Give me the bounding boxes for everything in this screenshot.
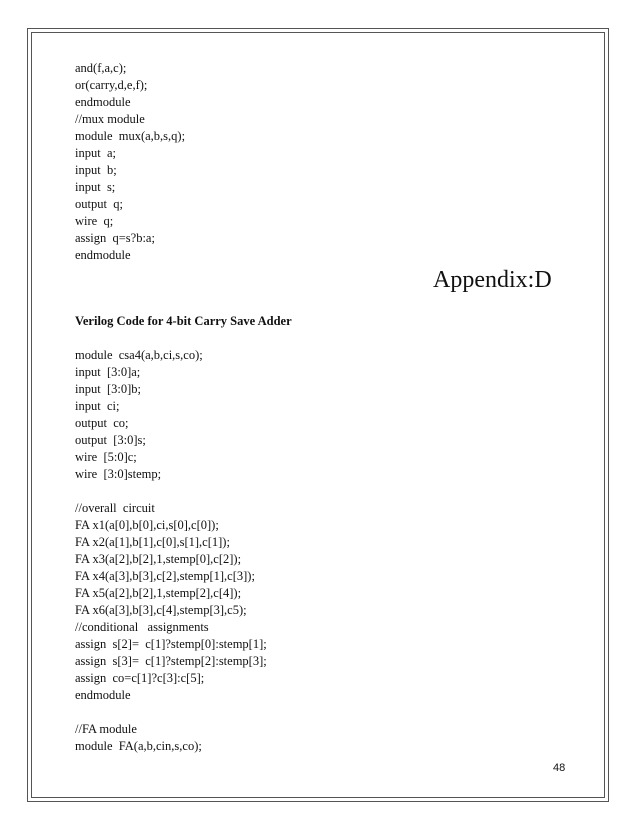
code-line: //FA module <box>75 722 137 736</box>
code-line: input b; <box>75 163 117 177</box>
code-line: endmodule <box>75 95 131 109</box>
code-line: wire q; <box>75 214 114 228</box>
page-number: 48 <box>553 762 566 774</box>
code-line: module FA(a,b,cin,s,co); <box>75 739 202 753</box>
code-line: FA x6(a[3],b[3],c[4],stemp[3],c5); <box>75 603 247 617</box>
code-line: module csa4(a,b,ci,s,co); <box>75 348 203 362</box>
code-line: wire [3:0]stemp; <box>75 467 162 481</box>
code-line: input s; <box>75 180 116 194</box>
code-line: FA x3(a[2],b[2],1,stemp[0],c[2]); <box>75 552 242 566</box>
code-line: output q; <box>75 197 123 211</box>
code-line: input ci; <box>75 399 120 413</box>
code-line: //mux module <box>75 112 145 126</box>
code-line: assign co=c[1]?c[3]:c[5]; <box>75 671 205 685</box>
code-line: or(carry,d,e,f); <box>75 78 148 92</box>
code-line: endmodule <box>75 248 131 262</box>
code-line: assign s[3]= c[1]?stemp[2]:stemp[3]; <box>75 654 267 668</box>
code-line: //conditional assignments <box>75 620 209 634</box>
code-line: module mux(a,b,s,q); <box>75 129 186 143</box>
code-line: output co; <box>75 416 129 430</box>
code-line: wire [5:0]c; <box>75 450 137 464</box>
code-line: FA x5(a[2],b[2],1,stemp[2],c[4]); <box>75 586 242 600</box>
code-line: input a; <box>75 146 116 160</box>
section-heading: Verilog Code for 4-bit Carry Save Adder <box>75 314 292 328</box>
code-line: and(f,a,c); <box>75 61 127 75</box>
code-line: input [3:0]b; <box>75 382 141 396</box>
code-line: assign s[2]= c[1]?stemp[0]:stemp[1]; <box>75 637 267 651</box>
code-line: FA x1(a[0],b[0],ci,s[0],c[0]); <box>75 518 219 532</box>
code-line: input [3:0]a; <box>75 365 141 379</box>
appendix-title: Appendix:D <box>433 267 552 293</box>
code-line: //overall circuit <box>75 501 155 515</box>
code-line: FA x2(a[1],b[1],c[0],s[1],c[1]); <box>75 535 230 549</box>
code-line: FA x4(a[3],b[3],c[2],stemp[1],c[3]); <box>75 569 255 583</box>
code-line: assign q=s?b:a; <box>75 231 155 245</box>
code-line: endmodule <box>75 688 131 702</box>
code-line: output [3:0]s; <box>75 433 146 447</box>
